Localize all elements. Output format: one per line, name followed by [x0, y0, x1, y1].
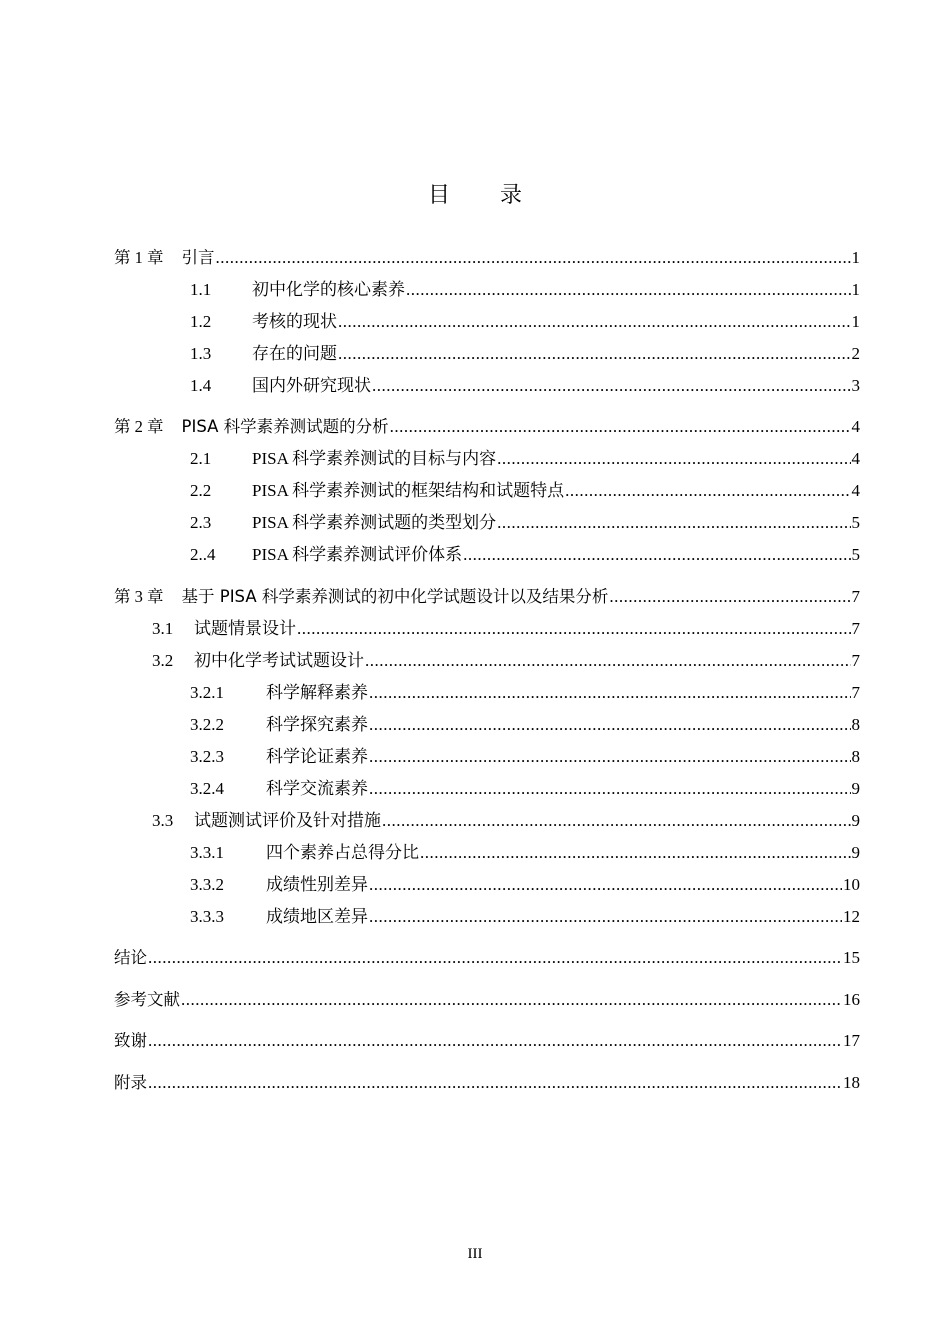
- toc-entry-text: PISA 科学素养测试题的分析: [181, 417, 389, 436]
- toc-entry[interactable]: [190, 342, 860, 366]
- toc-entry-page: 5: [851, 513, 860, 532]
- dot-leader: [181, 988, 842, 1012]
- toc-entry-label: [190, 713, 368, 737]
- toc-title-char-1: 目: [427, 183, 450, 208]
- toc-entry[interactable]: [114, 988, 860, 1012]
- toc-entry-label: [190, 745, 368, 769]
- toc-entry[interactable]: [114, 585, 860, 609]
- toc-entry-text: 初中化学的核心素养: [252, 280, 405, 299]
- toc-entry-label: [190, 905, 368, 929]
- toc-entry-number: 3.2: [152, 651, 174, 670]
- toc-entry[interactable]: [190, 479, 860, 503]
- toc-entry-page: 9: [851, 779, 860, 798]
- dot-leader: [338, 310, 851, 334]
- toc-entry[interactable]: [152, 649, 860, 673]
- toc-entry-page: 7: [851, 587, 860, 606]
- toc-title: [0, 178, 950, 209]
- toc-entry-label: [190, 511, 496, 535]
- toc-entry-label: [190, 342, 337, 366]
- dot-leader: [369, 873, 842, 897]
- toc-entry-label: [114, 585, 608, 609]
- toc-title-char-2: 录: [500, 183, 523, 208]
- toc-entry[interactable]: [190, 278, 860, 302]
- toc-entry-text: 科学解释素养: [266, 683, 368, 702]
- toc-entry-label: [190, 374, 371, 398]
- toc-entry-label: [190, 841, 419, 865]
- dot-leader: [338, 342, 851, 366]
- toc-entry-label: [152, 649, 364, 673]
- toc-entry-number: 3.3.1: [190, 843, 224, 862]
- toc-entry-text: 引言: [181, 248, 215, 267]
- toc-entry-number: 1.3: [190, 344, 212, 363]
- toc-entry-text: 成绩性别差异: [266, 875, 368, 894]
- dot-leader: [369, 777, 851, 801]
- toc-entry-number: 3.1: [152, 619, 174, 638]
- toc-entry[interactable]: [114, 1071, 860, 1095]
- toc-entry[interactable]: [190, 905, 860, 929]
- toc-entry-text: 附录: [114, 1073, 147, 1092]
- toc-entry-page: 2: [851, 344, 860, 363]
- toc-entry-label: [190, 479, 564, 503]
- dot-leader: [369, 681, 851, 705]
- dot-leader: [365, 649, 851, 673]
- toc-entry-text: 科学论证素养: [266, 747, 368, 766]
- toc-entry-text: 成绩地区差异: [266, 907, 368, 926]
- toc-entry-page: 9: [851, 843, 860, 862]
- dot-leader: [565, 479, 850, 503]
- toc-entry[interactable]: [152, 617, 860, 641]
- dot-leader: [148, 946, 842, 970]
- toc-entry-number: 第 1 章: [114, 248, 164, 267]
- toc-entry[interactable]: [190, 745, 860, 769]
- toc-entry-page: 7: [851, 651, 860, 670]
- toc-entry[interactable]: [190, 713, 860, 737]
- toc-entry-page: 16: [843, 990, 860, 1009]
- toc-entry-label: [190, 447, 496, 471]
- toc-entry-number: 3.2.2: [190, 715, 224, 734]
- dot-leader: [148, 1029, 842, 1053]
- toc-entry-text: 四个素养占总得分比: [266, 843, 419, 862]
- toc-entry-page: 17: [843, 1031, 860, 1050]
- toc-entry[interactable]: [190, 681, 860, 705]
- toc-entry-label: [190, 543, 462, 567]
- toc-entry-page: 15: [843, 948, 860, 967]
- toc-entry-page: 1: [851, 312, 860, 331]
- dot-leader: [369, 905, 842, 929]
- toc-entry-number: 2.3: [190, 513, 212, 532]
- dot-leader: [497, 447, 850, 471]
- toc-entry[interactable]: [152, 809, 860, 833]
- toc-entry-text: 结论: [114, 948, 147, 967]
- toc-entry-page: 8: [851, 715, 860, 734]
- toc-entry-label: [114, 246, 215, 270]
- toc-entry[interactable]: [190, 543, 860, 567]
- toc-entry-number: 第 3 章: [114, 587, 164, 606]
- toc-entry[interactable]: [190, 310, 860, 334]
- toc-entry-page: 8: [851, 747, 860, 766]
- toc-entry-page: 12: [843, 907, 860, 926]
- toc-entry[interactable]: [114, 415, 860, 439]
- toc-entry-page: 7: [851, 619, 860, 638]
- toc-entry-number: 1.1: [190, 280, 212, 299]
- toc-entry-number: 2..4: [190, 545, 216, 564]
- toc-entry-text: PISA 科学素养测试的目标与内容: [252, 449, 497, 468]
- toc-entry-label: [114, 1029, 147, 1053]
- dot-leader: [216, 246, 851, 270]
- dot-leader: [369, 745, 851, 769]
- toc-entry-page: 4: [851, 481, 860, 500]
- toc-entry-text: PISA 科学素养测试题的类型划分: [252, 513, 497, 532]
- toc-entry-page: 1: [851, 248, 860, 267]
- dot-leader: [463, 543, 850, 567]
- page-number: III: [467, 1246, 483, 1262]
- toc-entry-number: 3.3: [152, 811, 174, 830]
- toc-entry-text: 科学探究素养: [266, 715, 368, 734]
- toc-entry[interactable]: [114, 946, 860, 970]
- toc-entry-number: 1.4: [190, 376, 212, 395]
- toc-entry[interactable]: [190, 873, 860, 897]
- toc-entry-page: 5: [851, 545, 860, 564]
- dot-leader: [420, 841, 851, 865]
- toc-entry[interactable]: [114, 1029, 860, 1053]
- toc-entry-label: [114, 415, 389, 439]
- toc-entry-page: 10: [843, 875, 860, 894]
- toc-entry-text: 试题测试评价及针对措施: [194, 811, 381, 830]
- toc-entry[interactable]: [190, 511, 860, 535]
- toc-entry-text: 考核的现状: [252, 312, 337, 331]
- toc-entry[interactable]: [190, 447, 860, 471]
- toc-entry-number: 2.1: [190, 449, 212, 468]
- toc-entry-text: 基于 PISA 科学素养测试的初中化学试题设计以及结果分析: [181, 587, 609, 606]
- toc-entry-text: 科学交流素养: [266, 779, 368, 798]
- dot-leader: [382, 809, 851, 833]
- toc-entry-label: [190, 777, 368, 801]
- toc-entry[interactable]: [190, 374, 860, 398]
- toc-entry-text: PISA 科学素养测试的框架结构和试题特点: [252, 481, 565, 500]
- toc-entry-label: [114, 946, 147, 970]
- dot-leader: [406, 278, 851, 302]
- toc-entry-number: 第 2 章: [114, 417, 164, 436]
- dot-leader: [497, 511, 850, 535]
- toc-entry-number: 3.2.4: [190, 779, 224, 798]
- toc-entry[interactable]: [190, 777, 860, 801]
- toc-entry-number: 3.2.3: [190, 747, 224, 766]
- toc-entry-text: 参考文献: [114, 990, 180, 1009]
- toc-entry-page: 7: [851, 683, 860, 702]
- toc-entry[interactable]: [190, 841, 860, 865]
- toc-entry-label: [152, 617, 296, 641]
- toc-entry-label: [114, 1071, 147, 1095]
- toc-entry-number: 3.3.3: [190, 907, 224, 926]
- toc-entry-number: 3.3.2: [190, 875, 224, 894]
- toc-entry-page: 18: [843, 1073, 860, 1092]
- toc-entry-text: 致谢: [114, 1031, 147, 1050]
- toc-entry-label: [152, 809, 381, 833]
- toc-entry-label: [190, 873, 368, 897]
- toc-entry-number: 3.2.1: [190, 683, 224, 702]
- toc-entry[interactable]: [114, 246, 860, 270]
- dot-leader: [390, 415, 851, 439]
- toc-entry-label: [190, 681, 368, 705]
- dot-leader: [297, 617, 851, 641]
- toc-entry-text: PISA 科学素养测试评价体系: [252, 545, 463, 564]
- toc-entry-text: 试题情景设计: [194, 619, 296, 638]
- toc-entry-number: 2.2: [190, 481, 212, 500]
- toc-entry-page: 9: [851, 811, 860, 830]
- toc-entry-page: 4: [851, 417, 860, 436]
- dot-leader: [148, 1071, 842, 1095]
- dot-leader: [372, 374, 851, 398]
- toc-entry-page: 4: [851, 449, 860, 468]
- toc-entry-page: 1: [851, 280, 860, 299]
- toc-entry-number: 1.2: [190, 312, 212, 331]
- toc-entry-text: 初中化学考试试题设计: [194, 651, 364, 670]
- dot-leader: [609, 585, 850, 609]
- dot-leader: [369, 713, 851, 737]
- toc-entry-label: [114, 988, 180, 1012]
- toc-entry-text: 国内外研究现状: [252, 376, 371, 395]
- toc-entry-label: [190, 310, 337, 334]
- toc-entry-page: 3: [851, 376, 860, 395]
- toc-entry-label: [190, 278, 405, 302]
- toc-entry-text: 存在的问题: [252, 344, 337, 363]
